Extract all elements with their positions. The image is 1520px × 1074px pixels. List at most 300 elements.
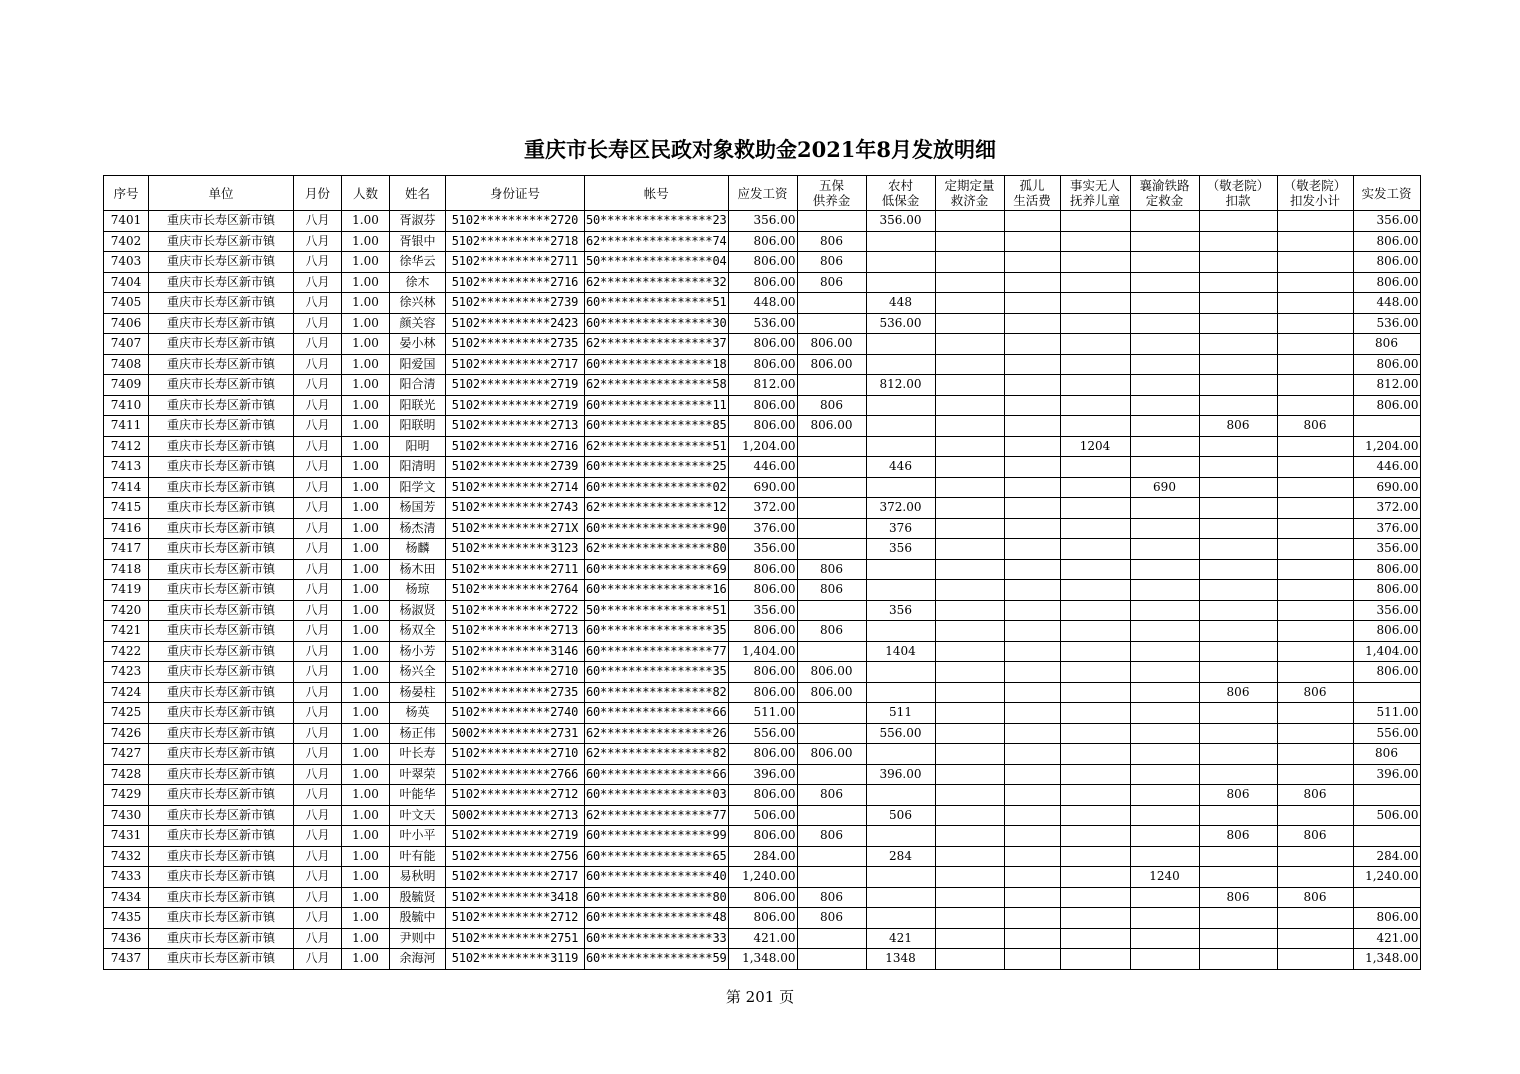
cell-unit: 重庆市长寿区新市镇: [149, 764, 294, 785]
cell-unit: 重庆市长寿区新市镇: [149, 457, 294, 478]
cell-account: 60****************90: [585, 518, 729, 539]
cell-id-number: 5102**********2716: [446, 272, 585, 293]
cell-seq: 7402: [104, 231, 149, 252]
cell-month: 八月: [294, 354, 342, 375]
cell-seq: 7408: [104, 354, 149, 375]
table-row: [104, 252, 1421, 273]
cell-account: 62****************12: [585, 498, 729, 519]
table-row: [104, 539, 1421, 560]
table-row: [104, 703, 1421, 724]
cell-nursing-deduction: 806: [1199, 826, 1277, 847]
cell-nursing-deduction: [1199, 703, 1277, 724]
cell-orphan: [1004, 231, 1060, 252]
cell-count: 1.00: [342, 826, 390, 847]
cell-fixed-relief: [935, 867, 1004, 888]
cell-gross-pay: 421.00: [728, 928, 797, 949]
cell-name: 杨木田: [390, 559, 446, 580]
cell-month: 八月: [294, 416, 342, 437]
cell-name: 胥银中: [390, 231, 446, 252]
cell-nursing-subtotal: 806: [1277, 826, 1353, 847]
cell-dibao: [866, 272, 935, 293]
cell-wubao: 806: [797, 559, 866, 580]
cell-dibao: 356: [866, 539, 935, 560]
cell-id-number: 5102**********271X: [446, 518, 585, 539]
cell-unit: 重庆市长寿区新市镇: [149, 846, 294, 867]
cell-dibao: 356.00: [866, 211, 935, 232]
table-row: [104, 846, 1421, 867]
cell-seq: 7404: [104, 272, 149, 293]
cell-nursing-subtotal: [1277, 744, 1353, 765]
cell-id-number: 5102**********2766: [446, 764, 585, 785]
cell-orphan: [1004, 539, 1060, 560]
cell-unsupported-child: [1060, 272, 1130, 293]
cell-nursing-subtotal: [1277, 293, 1353, 314]
cell-net-pay: 806.00: [1353, 559, 1420, 580]
cell-count: 1.00: [342, 744, 390, 765]
cell-account: 60****************77: [585, 641, 729, 662]
cell-nursing-subtotal: [1277, 867, 1353, 888]
cell-name: 徐华云: [390, 252, 446, 273]
cell-name: 殷毓贤: [390, 887, 446, 908]
cell-seq: 7437: [104, 949, 149, 970]
cell-account: 60****************30: [585, 313, 729, 334]
cell-unsupported-child: [1060, 600, 1130, 621]
cell-wubao: 806: [797, 395, 866, 416]
cell-orphan: [1004, 580, 1060, 601]
cell-unsupported-child: [1060, 477, 1130, 498]
col-header-nursing-deduction: （敬老院） 扣款: [1199, 176, 1277, 211]
cell-fixed-relief: [935, 723, 1004, 744]
cell-unit: 重庆市长寿区新市镇: [149, 395, 294, 416]
cell-seq: 7427: [104, 744, 149, 765]
cell-nursing-deduction: [1199, 293, 1277, 314]
cell-month: 八月: [294, 580, 342, 601]
cell-unsupported-child: [1060, 662, 1130, 683]
cell-orphan: [1004, 498, 1060, 519]
cell-dibao: [866, 334, 935, 355]
cell-unsupported-child: [1060, 826, 1130, 847]
cell-fixed-relief: [935, 928, 1004, 949]
table-row: [104, 293, 1421, 314]
col-header-seq: 序号: [104, 176, 149, 211]
page-title: 重庆市长寿区民政对象救助金2021年8月发放明细: [523, 137, 997, 162]
cell-wubao: 806: [797, 272, 866, 293]
cell-wubao: [797, 457, 866, 478]
cell-fixed-relief: [935, 641, 1004, 662]
cell-net-pay: [1353, 826, 1420, 847]
cell-month: 八月: [294, 662, 342, 683]
cell-month: 八月: [294, 703, 342, 724]
cell-gross-pay: 806.00: [728, 354, 797, 375]
cell-orphan: [1004, 334, 1060, 355]
cell-seq: 7429: [104, 785, 149, 806]
cell-railway-relief: [1130, 334, 1199, 355]
cell-railway-relief: [1130, 252, 1199, 273]
cell-unsupported-child: [1060, 949, 1130, 970]
cell-net-pay: 806.00: [1353, 395, 1420, 416]
cell-wubao: 806.00: [797, 682, 866, 703]
cell-orphan: [1004, 313, 1060, 334]
cell-id-number: 5102**********2735: [446, 334, 585, 355]
table-row: [104, 785, 1421, 806]
cell-id-number: 5102**********2756: [446, 846, 585, 867]
cell-name: 杨兴全: [390, 662, 446, 683]
cell-wubao: [797, 293, 866, 314]
cell-nursing-subtotal: [1277, 457, 1353, 478]
cell-net-pay: 376.00: [1353, 518, 1420, 539]
cell-name: 易秋明: [390, 867, 446, 888]
cell-account: 60****************51: [585, 293, 729, 314]
table-row: [104, 662, 1421, 683]
cell-seq: 7416: [104, 518, 149, 539]
cell-account: 60****************18: [585, 354, 729, 375]
cell-name: 杨琼: [390, 580, 446, 601]
cell-nursing-deduction: [1199, 231, 1277, 252]
cell-nursing-deduction: [1199, 498, 1277, 519]
cell-dibao: 1348: [866, 949, 935, 970]
cell-account: 50****************23: [585, 211, 729, 232]
cell-gross-pay: 556.00: [728, 723, 797, 744]
cell-fixed-relief: [935, 313, 1004, 334]
cell-dibao: 376: [866, 518, 935, 539]
cell-nursing-subtotal: 806: [1277, 785, 1353, 806]
cell-nursing-deduction: [1199, 252, 1277, 273]
cell-railway-relief: [1130, 785, 1199, 806]
cell-name: 颜关容: [390, 313, 446, 334]
cell-account: 62****************26: [585, 723, 729, 744]
cell-gross-pay: 284.00: [728, 846, 797, 867]
cell-dibao: [866, 436, 935, 457]
cell-wubao: 806.00: [797, 744, 866, 765]
cell-account: 62****************77: [585, 805, 729, 826]
cell-unsupported-child: [1060, 846, 1130, 867]
cell-id-number: 5102**********2751: [446, 928, 585, 949]
cell-count: 1.00: [342, 908, 390, 929]
cell-name: 杨国芳: [390, 498, 446, 519]
cell-count: 1.00: [342, 272, 390, 293]
cell-dibao: [866, 887, 935, 908]
cell-dibao: [866, 559, 935, 580]
cell-orphan: [1004, 785, 1060, 806]
cell-railway-relief: [1130, 436, 1199, 457]
cell-id-number: 5102**********2423: [446, 313, 585, 334]
cell-unsupported-child: [1060, 334, 1130, 355]
cell-name: 阳合清: [390, 375, 446, 396]
cell-name: 徐木: [390, 272, 446, 293]
cell-id-number: 5102**********2711: [446, 252, 585, 273]
cell-fixed-relief: [935, 334, 1004, 355]
cell-seq: 7432: [104, 846, 149, 867]
cell-month: 八月: [294, 723, 342, 744]
cell-count: 1.00: [342, 580, 390, 601]
cell-seq: 7412: [104, 436, 149, 457]
cell-unsupported-child: [1060, 293, 1130, 314]
cell-month: 八月: [294, 539, 342, 560]
table-row: [104, 457, 1421, 478]
cell-dibao: [866, 395, 935, 416]
cell-unit: 重庆市长寿区新市镇: [149, 559, 294, 580]
cell-gross-pay: 806.00: [728, 887, 797, 908]
cell-nursing-subtotal: [1277, 477, 1353, 498]
cell-orphan: [1004, 252, 1060, 273]
cell-unit: 重庆市长寿区新市镇: [149, 272, 294, 293]
cell-net-pay: 806.00: [1353, 621, 1420, 642]
col-header-unsupported-child: 事实无人 抚养儿童: [1060, 176, 1130, 211]
cell-nursing-deduction: [1199, 375, 1277, 396]
cell-name: 殷毓中: [390, 908, 446, 929]
cell-unsupported-child: [1060, 764, 1130, 785]
cell-account: 60****************99: [585, 826, 729, 847]
cell-fixed-relief: [935, 252, 1004, 273]
cell-fixed-relief: [935, 375, 1004, 396]
cell-month: 八月: [294, 436, 342, 457]
cell-nursing-subtotal: [1277, 928, 1353, 949]
cell-month: 八月: [294, 293, 342, 314]
cell-unit: 重庆市长寿区新市镇: [149, 211, 294, 232]
cell-gross-pay: 356.00: [728, 539, 797, 560]
cell-gross-pay: 806.00: [728, 559, 797, 580]
cell-seq: 7407: [104, 334, 149, 355]
cell-nursing-subtotal: [1277, 231, 1353, 252]
cell-id-number: 5102**********3123: [446, 539, 585, 560]
cell-count: 1.00: [342, 703, 390, 724]
cell-railway-relief: [1130, 887, 1199, 908]
cell-gross-pay: 372.00: [728, 498, 797, 519]
cell-account: 50****************04: [585, 252, 729, 273]
cell-fixed-relief: [935, 354, 1004, 375]
cell-fixed-relief: [935, 272, 1004, 293]
cell-seq: 7424: [104, 682, 149, 703]
cell-unit: 重庆市长寿区新市镇: [149, 887, 294, 908]
cell-seq: 7430: [104, 805, 149, 826]
cell-orphan: [1004, 662, 1060, 683]
cell-id-number: 5102**********2711: [446, 559, 585, 580]
cell-railway-relief: [1130, 539, 1199, 560]
cell-fixed-relief: [935, 662, 1004, 683]
cell-unsupported-child: 1204: [1060, 436, 1130, 457]
cell-unsupported-child: [1060, 498, 1130, 519]
cell-net-pay: [1353, 416, 1420, 437]
cell-account: 60****************82: [585, 682, 729, 703]
cell-orphan: [1004, 272, 1060, 293]
cell-seq: 7431: [104, 826, 149, 847]
cell-nursing-deduction: [1199, 928, 1277, 949]
cell-nursing-subtotal: 806: [1277, 887, 1353, 908]
cell-unit: 重庆市长寿区新市镇: [149, 416, 294, 437]
cell-dibao: [866, 252, 935, 273]
cell-railway-relief: [1130, 662, 1199, 683]
cell-nursing-deduction: [1199, 354, 1277, 375]
cell-net-pay: 1,240.00: [1353, 867, 1420, 888]
cell-fixed-relief: [935, 949, 1004, 970]
cell-unsupported-child: [1060, 416, 1130, 437]
cell-unsupported-child: [1060, 703, 1130, 724]
cell-id-number: 5002**********2713: [446, 805, 585, 826]
cell-nursing-deduction: [1199, 949, 1277, 970]
cell-unsupported-child: [1060, 621, 1130, 642]
cell-nursing-subtotal: [1277, 621, 1353, 642]
col-header-orphan: 孤儿 生活费: [1004, 176, 1060, 211]
cell-name: 杨小芳: [390, 641, 446, 662]
cell-unsupported-child: [1060, 518, 1130, 539]
cell-net-pay: 812.00: [1353, 375, 1420, 396]
cell-nursing-deduction: [1199, 395, 1277, 416]
cell-dibao: [866, 662, 935, 683]
cell-wubao: [797, 518, 866, 539]
cell-month: 八月: [294, 621, 342, 642]
cell-nursing-subtotal: [1277, 211, 1353, 232]
cell-account: 60****************66: [585, 703, 729, 724]
cell-orphan: [1004, 928, 1060, 949]
cell-id-number: 5102**********2718: [446, 231, 585, 252]
cell-unsupported-child: [1060, 395, 1130, 416]
cell-net-pay: 372.00: [1353, 498, 1420, 519]
cell-unsupported-child: [1060, 887, 1130, 908]
table-body: [104, 211, 1421, 970]
cell-orphan: [1004, 395, 1060, 416]
cell-railway-relief: [1130, 703, 1199, 724]
cell-seq: 7428: [104, 764, 149, 785]
table-row: [104, 375, 1421, 396]
cell-seq: 7403: [104, 252, 149, 273]
table-row: [104, 826, 1421, 847]
cell-orphan: [1004, 846, 1060, 867]
cell-nursing-deduction: [1199, 539, 1277, 560]
cell-unit: 重庆市长寿区新市镇: [149, 785, 294, 806]
cell-net-pay: 806: [1353, 744, 1420, 765]
cell-name: 阳明: [390, 436, 446, 457]
cell-count: 1.00: [342, 518, 390, 539]
cell-month: 八月: [294, 928, 342, 949]
cell-nursing-subtotal: [1277, 518, 1353, 539]
cell-id-number: 5102**********2713: [446, 621, 585, 642]
cell-net-pay: 284.00: [1353, 846, 1420, 867]
cell-nursing-subtotal: [1277, 354, 1353, 375]
cell-wubao: 806.00: [797, 354, 866, 375]
cell-id-number: 5102**********2719: [446, 375, 585, 396]
cell-railway-relief: [1130, 805, 1199, 826]
cell-gross-pay: 356.00: [728, 600, 797, 621]
cell-nursing-deduction: [1199, 805, 1277, 826]
cell-railway-relief: 1240: [1130, 867, 1199, 888]
cell-net-pay: 690.00: [1353, 477, 1420, 498]
cell-id-number: 5102**********2710: [446, 662, 585, 683]
cell-account: 60****************16: [585, 580, 729, 601]
table-row: [104, 580, 1421, 601]
cell-unit: 重庆市长寿区新市镇: [149, 662, 294, 683]
table-row: [104, 805, 1421, 826]
cell-gross-pay: 448.00: [728, 293, 797, 314]
cell-count: 1.00: [342, 662, 390, 683]
cell-orphan: [1004, 621, 1060, 642]
cell-railway-relief: [1130, 949, 1199, 970]
cell-gross-pay: 511.00: [728, 703, 797, 724]
cell-nursing-deduction: [1199, 908, 1277, 929]
cell-wubao: [797, 846, 866, 867]
table-row: [104, 621, 1421, 642]
cell-net-pay: [1353, 682, 1420, 703]
table-row: [104, 887, 1421, 908]
cell-gross-pay: 806.00: [728, 580, 797, 601]
cell-wubao: 806: [797, 580, 866, 601]
cell-wubao: 806: [797, 887, 866, 908]
cell-account: 62****************80: [585, 539, 729, 560]
cell-month: 八月: [294, 375, 342, 396]
cell-month: 八月: [294, 600, 342, 621]
cell-seq: 7411: [104, 416, 149, 437]
cell-id-number: 5102**********2712: [446, 908, 585, 929]
cell-account: 62****************32: [585, 272, 729, 293]
cell-wubao: [797, 436, 866, 457]
cell-nursing-subtotal: [1277, 375, 1353, 396]
cell-railway-relief: [1130, 211, 1199, 232]
cell-unsupported-child: [1060, 313, 1130, 334]
cell-count: 1.00: [342, 539, 390, 560]
table-row: [104, 395, 1421, 416]
cell-unit: 重庆市长寿区新市镇: [149, 723, 294, 744]
cell-id-number: 5102**********2710: [446, 744, 585, 765]
cell-name: 杨麟: [390, 539, 446, 560]
cell-name: 杨杰清: [390, 518, 446, 539]
cell-railway-relief: [1130, 498, 1199, 519]
cell-orphan: [1004, 744, 1060, 765]
cell-name: 杨淑贤: [390, 600, 446, 621]
cell-name: 叶翠荣: [390, 764, 446, 785]
col-header-dibao: 农村 低保金: [866, 176, 935, 211]
cell-fixed-relief: [935, 887, 1004, 908]
table-header-row: [104, 176, 1421, 211]
cell-net-pay: 806: [1353, 334, 1420, 355]
cell-count: 1.00: [342, 416, 390, 437]
cell-id-number: 5102**********3418: [446, 887, 585, 908]
cell-gross-pay: 376.00: [728, 518, 797, 539]
cell-nursing-deduction: [1199, 662, 1277, 683]
table-row: [104, 354, 1421, 375]
cell-dibao: 448: [866, 293, 935, 314]
cell-unit: 重庆市长寿区新市镇: [149, 826, 294, 847]
cell-nursing-deduction: [1199, 846, 1277, 867]
cell-account: 62****************58: [585, 375, 729, 396]
cell-net-pay: 1,204.00: [1353, 436, 1420, 457]
col-header-gross-pay: 应发工资: [728, 176, 797, 211]
cell-dibao: [866, 785, 935, 806]
col-header-wubao: 五保 供养金: [797, 176, 866, 211]
cell-net-pay: 446.00: [1353, 457, 1420, 478]
cell-gross-pay: 1,348.00: [728, 949, 797, 970]
cell-unit: 重庆市长寿区新市镇: [149, 641, 294, 662]
cell-nursing-deduction: [1199, 457, 1277, 478]
cell-dibao: 396.00: [866, 764, 935, 785]
cell-nursing-subtotal: [1277, 539, 1353, 560]
cell-gross-pay: 806.00: [728, 621, 797, 642]
cell-name: 阳清明: [390, 457, 446, 478]
cell-month: 八月: [294, 682, 342, 703]
cell-month: 八月: [294, 334, 342, 355]
cell-nursing-subtotal: 806: [1277, 682, 1353, 703]
table-row: [104, 211, 1421, 232]
cell-account: 62****************37: [585, 334, 729, 355]
cell-unit: 重庆市长寿区新市镇: [149, 477, 294, 498]
cell-seq: 7414: [104, 477, 149, 498]
cell-net-pay: 356.00: [1353, 539, 1420, 560]
cell-dibao: [866, 231, 935, 252]
cell-nursing-subtotal: [1277, 272, 1353, 293]
cell-nursing-subtotal: [1277, 395, 1353, 416]
cell-net-pay: 506.00: [1353, 805, 1420, 826]
cell-name: 阳联明: [390, 416, 446, 437]
cell-nursing-subtotal: [1277, 641, 1353, 662]
cell-unit: 重庆市长寿区新市镇: [149, 231, 294, 252]
